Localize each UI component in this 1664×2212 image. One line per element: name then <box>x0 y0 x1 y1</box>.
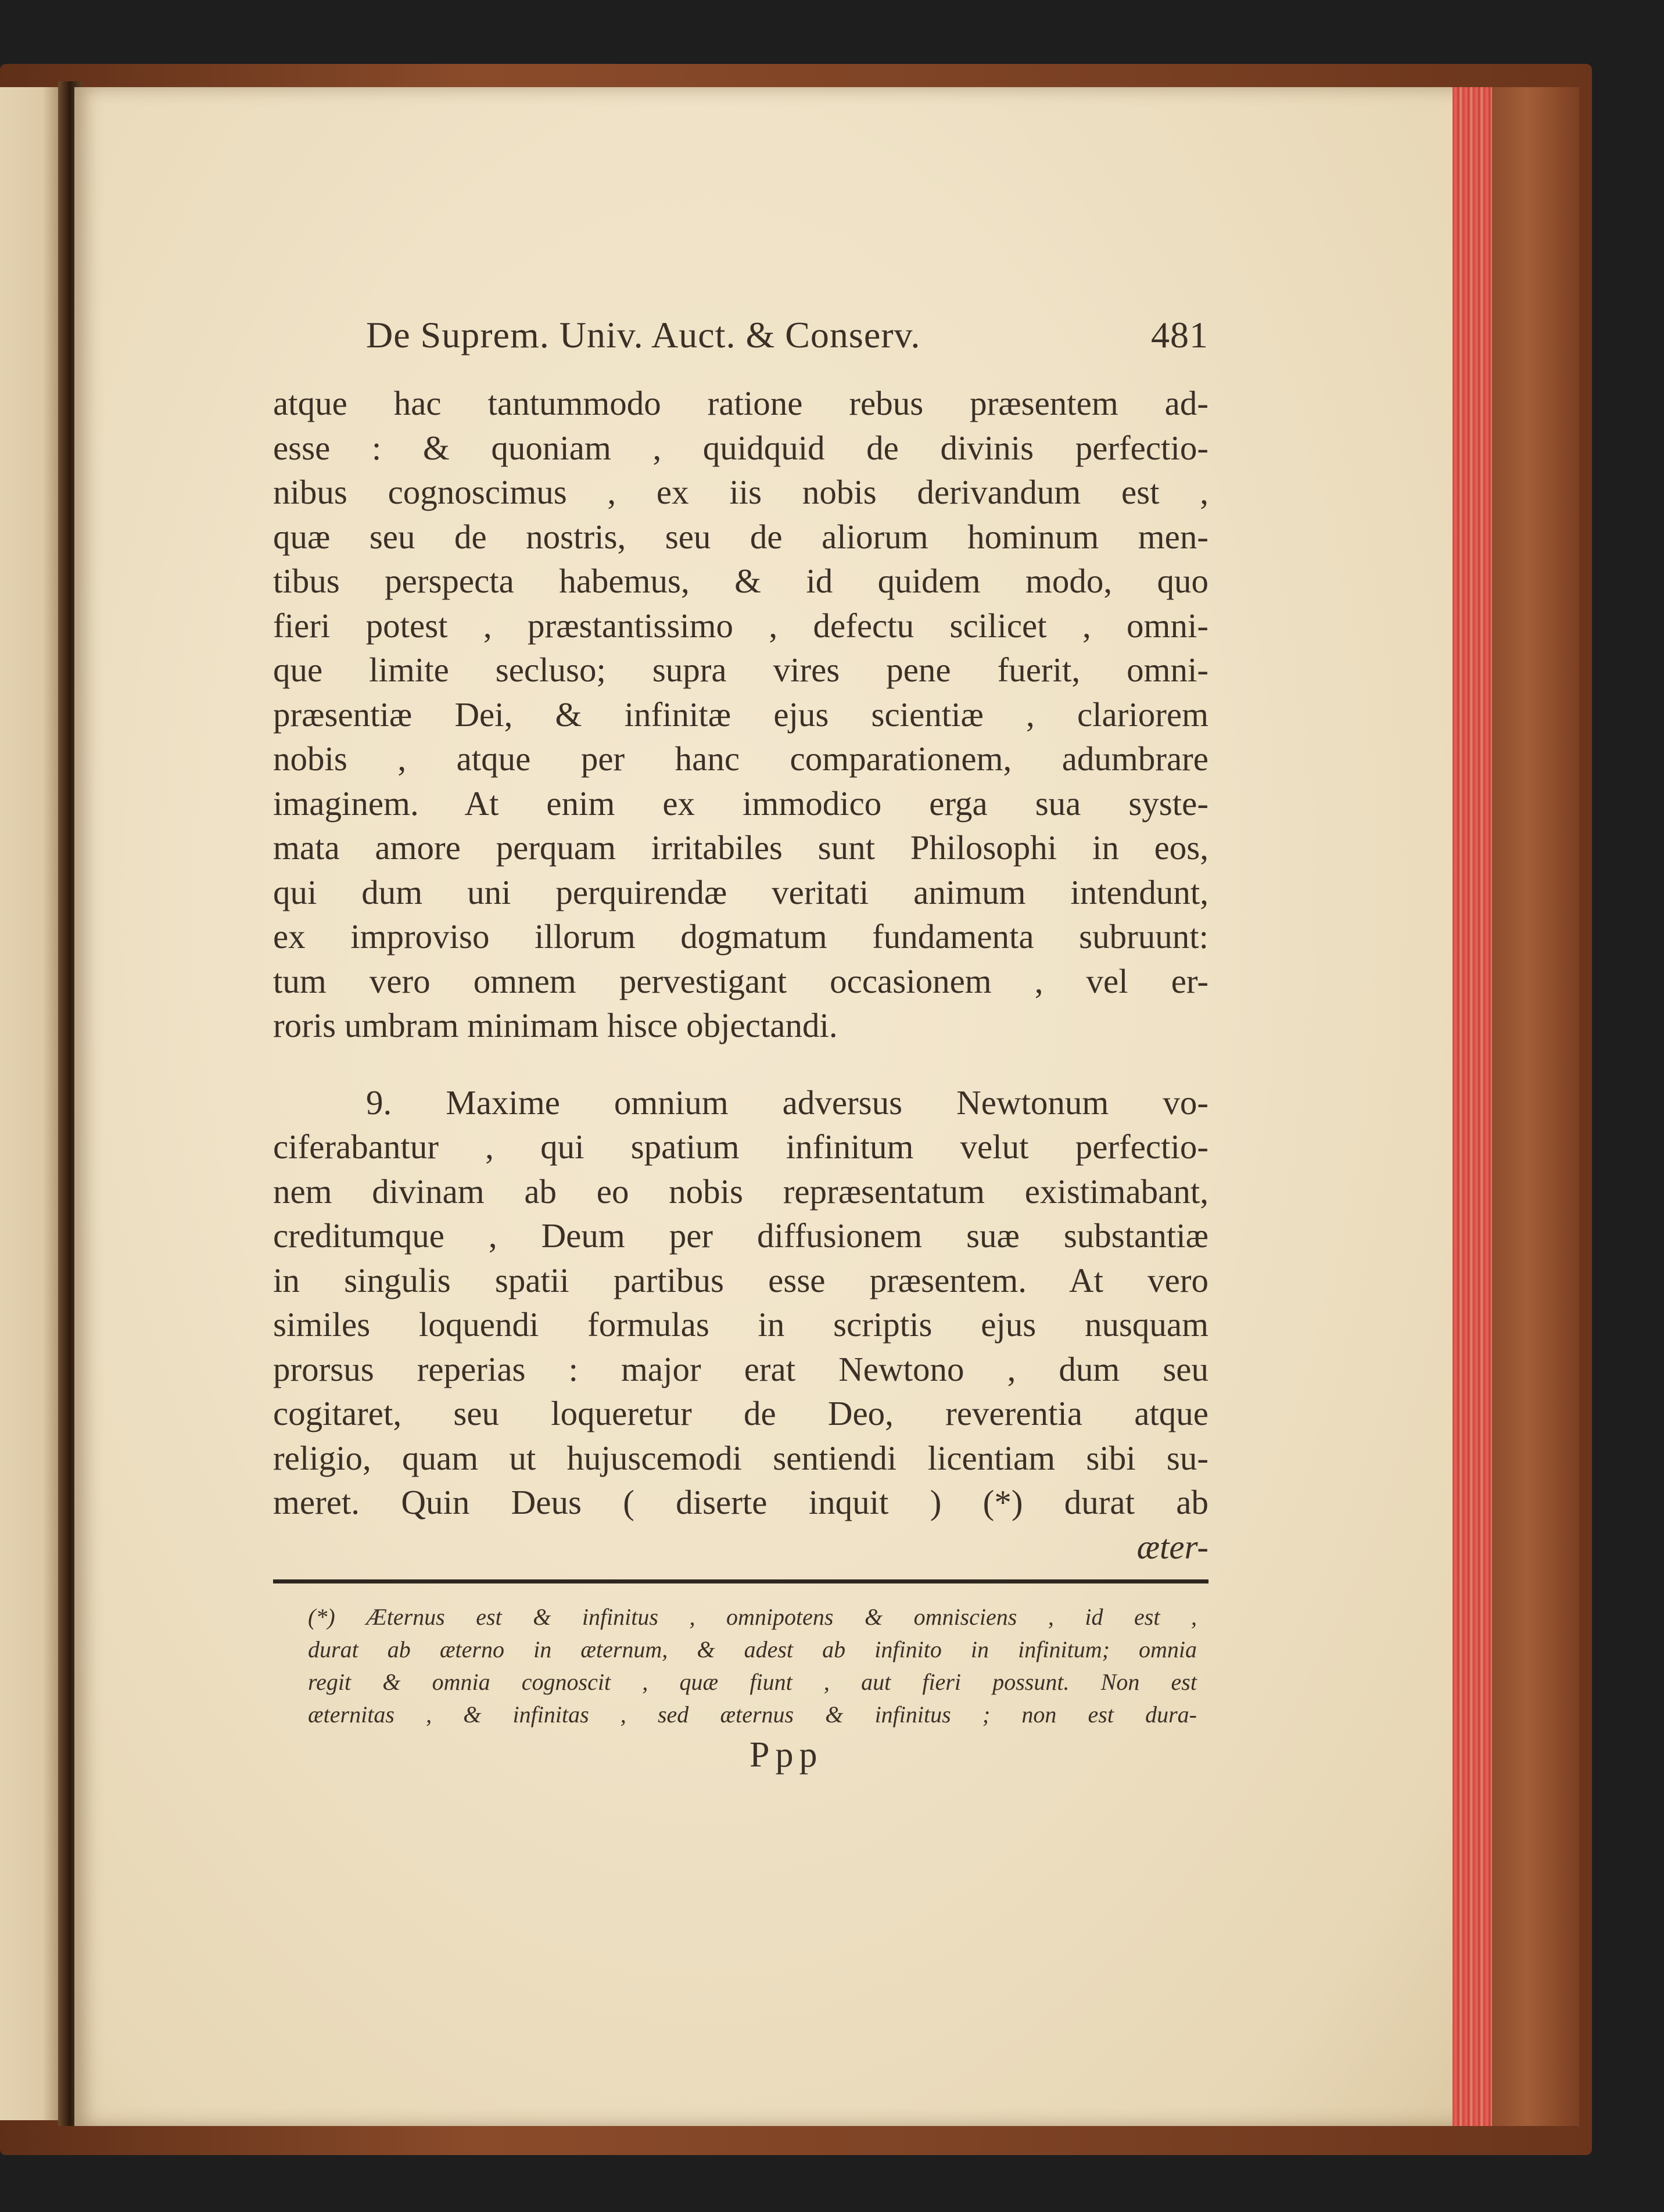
text-line: similes loquendi formulas in scriptis ejus nusquam <box>273 1305 1208 1344</box>
footnote-line: (*) Æternus est & infinitus , omnipotens & omnisciens , id est , <box>308 1604 1197 1630</box>
text-line: in singulis spatii partibus esse præsentem. At vero <box>273 1261 1208 1299</box>
facing-page-edge <box>0 87 61 2120</box>
text-line: ciferabantur , qui spatium infinitum velut perfectio- <box>273 1127 1208 1166</box>
red-page-edges <box>1453 87 1492 2126</box>
cover-edge <box>1492 87 1579 2126</box>
paragraph-1 <box>273 381 1208 1048</box>
text-line: imaginem. At enim ex immodico erga sua syste- <box>273 784 1208 823</box>
catchword: æter- <box>1136 1527 1208 1566</box>
text-line: 9. Maxime omnium adversus Newtonum vo- <box>366 1083 1208 1122</box>
text-line: prorsus reperias : major erat Newtono , dum seu <box>273 1349 1208 1388</box>
text-line: nibus cognoscimus , ex iis nobis derivandum est , <box>273 473 1208 511</box>
running-header <box>273 314 1208 378</box>
text-line: meret. Quin Deus ( diserte inquit ) (*) durat ab <box>273 1483 1208 1521</box>
text-line: atque hac tantummodo ratione rebus præsentem ad- <box>273 384 1208 422</box>
text-line: nem divinam ab eo nobis repræsentatum existimabant, <box>273 1172 1208 1211</box>
footnote-line: æternitas , & infinitas , sed æternus & infinitus ; non est dura- <box>308 1701 1197 1728</box>
footnote <box>273 1601 1208 1731</box>
text-line: mata amore perquam irritabiles sunt Philosophi in eos, <box>273 828 1208 867</box>
text-line: religio, quam ut hujuscemodi sentiendi licentiam sibi su- <box>273 1438 1208 1477</box>
signature-mark: Ppp <box>749 1735 823 1775</box>
text-line: qui dum uni perquirendæ veritati animum intendunt, <box>273 872 1208 911</box>
page-number: 481 <box>1151 314 1208 356</box>
text-line: roris umbram minimam hisce objectandi. <box>273 1006 838 1044</box>
text-line: cogitaret, seu loqueretur de Deo, reverentia atque <box>273 1394 1208 1432</box>
text-line: nobis , atque per hanc comparationem, adumbrare <box>273 739 1208 778</box>
text-line: præsentiæ Dei, & infinitæ ejus scientiæ , clariorem <box>273 695 1208 734</box>
text-line: tibus perspecta habemus, & id quidem modo, quo <box>273 562 1208 600</box>
running-title: De Suprem. Univ. Auct. & Conserv. <box>366 314 921 356</box>
text-line: esse : & quoniam , quidquid de divinis perfectio- <box>273 428 1208 467</box>
page-content <box>273 314 1208 1776</box>
paragraph-2 <box>273 1080 1208 1570</box>
text-line: creditumque , Deum per diffusionem suæ substantiæ <box>273 1216 1208 1255</box>
text-line: ex improviso illorum dogmatum fundamenta subruunt: <box>273 917 1208 956</box>
footnote-rule <box>273 1579 1208 1583</box>
text-line: quæ seu de nostris, seu de aliorum hominum men- <box>273 517 1208 556</box>
text-line: tum vero omnem pervestigant occasionem , vel er- <box>273 961 1208 1000</box>
footnote-line: regit & omnia cognoscit , quæ fiunt , aut fieri possunt. Non est <box>308 1669 1197 1695</box>
text-line: fieri potest , præstantissimo , defectu scilicet , omni- <box>273 606 1208 645</box>
text-line: que limite secluso; supra vires pene fuerit, omni- <box>273 651 1208 689</box>
footnote-line: durat ab æterno in æternum, & adest ab infinito in infinitum; omnia <box>308 1636 1197 1662</box>
